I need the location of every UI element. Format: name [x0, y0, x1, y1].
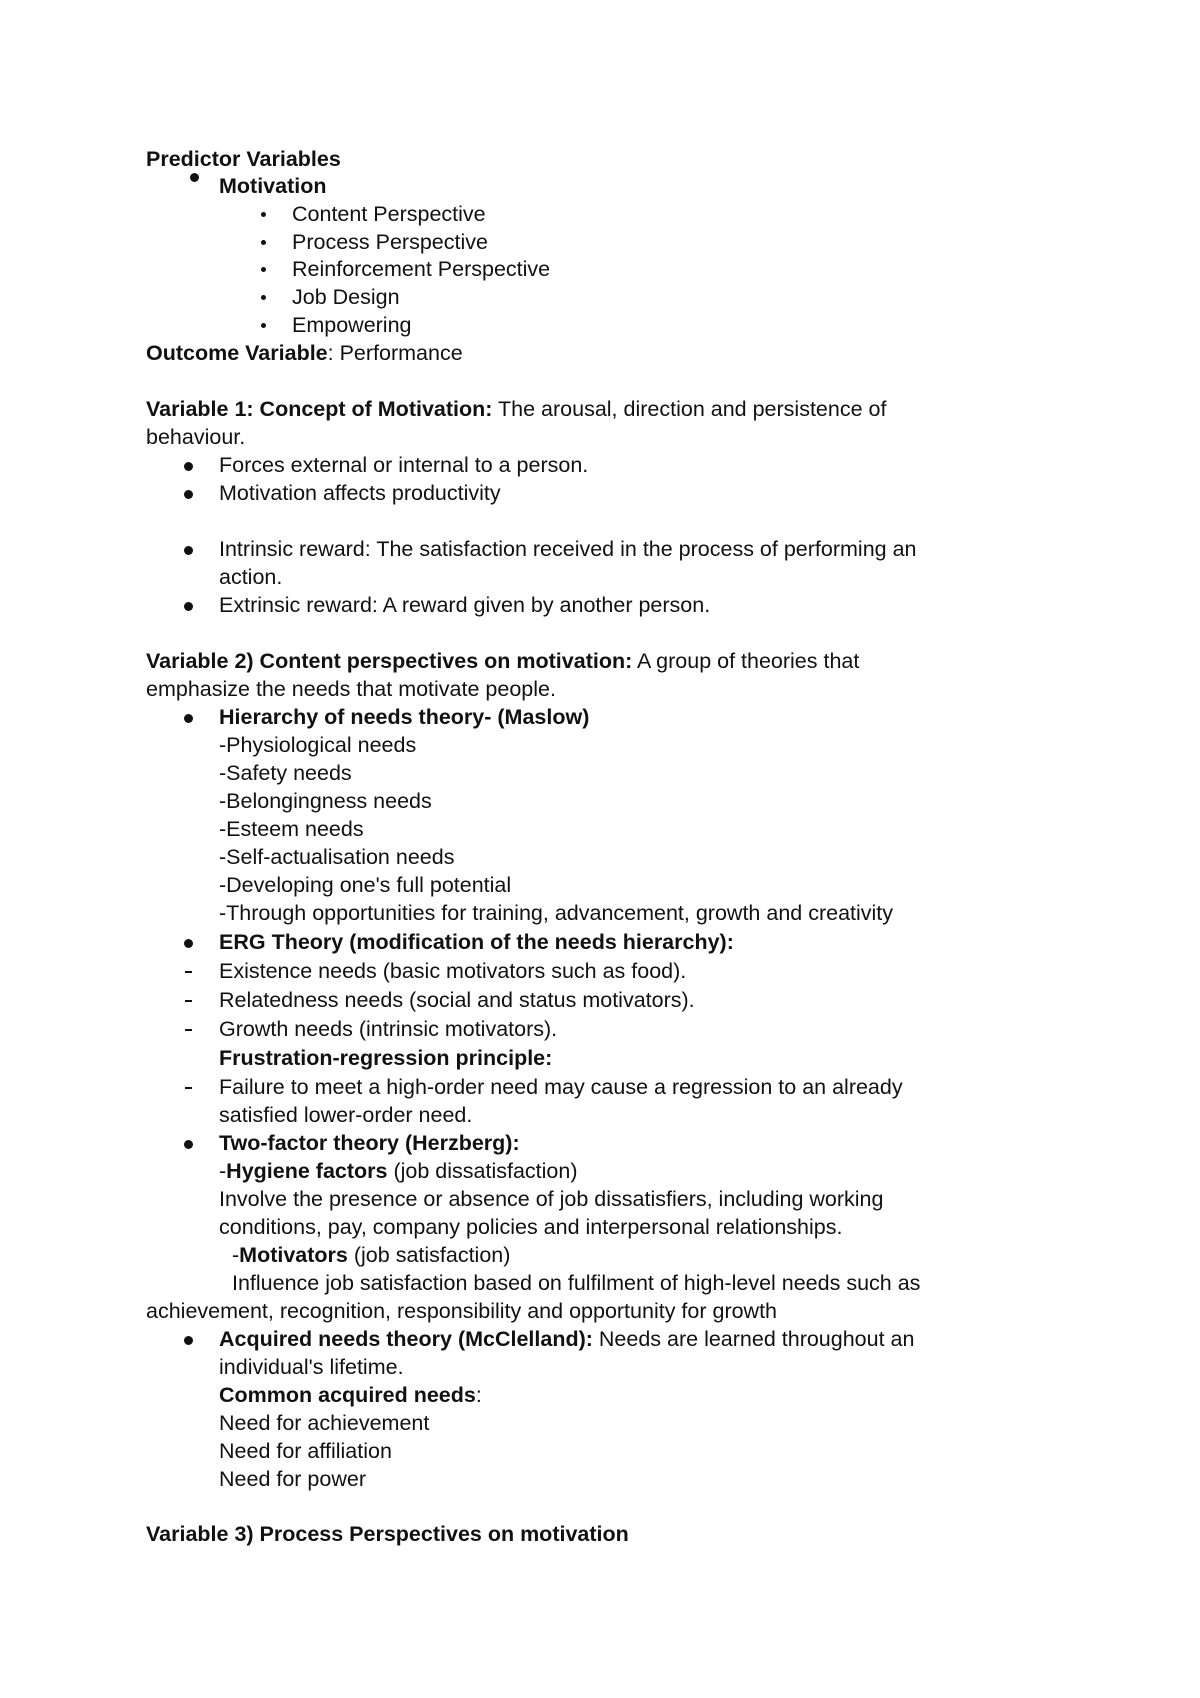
list-item: Growth needs (intrinsic motivators).: [219, 1017, 558, 1041]
motivators-label: Motivators: [239, 1243, 348, 1267]
bullet-dot: [184, 490, 193, 499]
outcome-label: Outcome Variable: [146, 341, 328, 365]
list-item: Content Perspective: [292, 202, 486, 226]
motivators-text: Influence job satisfaction based on fulfilment of high-level needs such as: [232, 1271, 921, 1295]
list-item: -Belongingness needs: [219, 789, 432, 813]
hygiene-label: Hygiene factors: [226, 1159, 388, 1183]
hygiene-note: (job dissatisfaction): [387, 1159, 578, 1183]
list-item: Extrinsic reward: A reward given by another person.: [219, 593, 711, 617]
var2-definition: A group of theories that: [632, 649, 860, 673]
bullet-dot: [184, 462, 193, 471]
predictor-heading: Predictor Variables: [146, 147, 341, 171]
mcclelland-text-cont: individual's lifetime.: [219, 1355, 404, 1379]
hygiene-text: Involve the presence or absence of job dissatisfiers, including working: [219, 1187, 884, 1211]
bullet-dot: [184, 602, 193, 611]
var1-label: Variable 1: Concept of Motivation:: [146, 397, 493, 421]
var2-line: [146, 647, 859, 675]
outcome-value: : Performance: [327, 341, 463, 365]
bullet-dot: [184, 714, 193, 723]
var2-definition-cont: emphasize the needs that motivate people.: [146, 677, 556, 701]
list-item: -Safety needs: [219, 761, 352, 785]
list-item-cont: satisfied lower-order need.: [219, 1103, 473, 1127]
list-item: Process Perspective: [292, 230, 488, 254]
erg-title: ERG Theory (modification of the needs hierarchy):: [219, 930, 734, 954]
var1-definition: The arousal, direction and persistence of: [492, 397, 887, 421]
sub-bullet: [261, 240, 266, 245]
list-item: Relatedness needs (social and status motivators).: [219, 988, 695, 1012]
bullet-dot: [190, 173, 199, 182]
list-item: Job Design: [292, 285, 400, 309]
motivators-dash: -: [232, 1243, 240, 1267]
list-item: Existence needs (basic motivators such as food).: [219, 959, 687, 983]
list-item: -Through opportunities for training, advancement, growth and creativity: [219, 901, 894, 925]
list-item: Intrinsic reward: The satisfaction received in the process of performing an: [219, 537, 917, 561]
bullet-dot: [184, 546, 193, 555]
list-item: Motivation affects productivity: [219, 481, 501, 505]
list-item: -Self-actualisation needs: [219, 845, 455, 869]
list-item: Forces external or internal to a person.: [219, 453, 589, 477]
mcclelland-title: Acquired needs theory (McClelland):: [219, 1327, 593, 1351]
mcclelland-text: Needs are learned throughout an: [592, 1327, 915, 1351]
bullet-dot: [184, 939, 193, 948]
bullet-dot: [184, 1336, 193, 1345]
list-item: Need for affiliation: [219, 1439, 392, 1463]
bullet-dot: [184, 1140, 193, 1149]
list-item-cont: action.: [219, 565, 283, 589]
motivators-line: [232, 1241, 510, 1269]
list-item: -Developing one's full potential: [219, 873, 512, 897]
common-needs-colon: :: [475, 1383, 482, 1407]
dash-marker: [185, 1087, 192, 1089]
hygiene-line: [219, 1157, 577, 1185]
sub-bullet: [261, 267, 266, 272]
dash-marker: [185, 1000, 192, 1002]
hygiene-text-cont: conditions, pay, company policies and interpersonal relationships.: [219, 1215, 843, 1239]
common-needs-line: [219, 1381, 482, 1409]
list-item: Need for achievement: [219, 1411, 430, 1435]
motivators-text-cont: achievement, recognition, responsibility and opportunity for growth: [146, 1299, 778, 1323]
var1-definition-cont: behaviour.: [146, 425, 246, 449]
sub-bullet: [261, 323, 266, 328]
motivation-heading: Motivation: [219, 174, 327, 198]
outcome-line: [146, 339, 463, 367]
list-item: -Physiological needs: [219, 733, 417, 757]
dash-marker: [185, 971, 192, 973]
herzberg-title: Two-factor theory (Herzberg):: [219, 1131, 520, 1155]
sub-bullet: [261, 295, 266, 300]
var3-heading: Variable 3) Process Perspectives on motivation: [146, 1522, 629, 1546]
var1-line: [146, 395, 886, 423]
list-item: Need for power: [219, 1467, 366, 1491]
motivators-note: (job satisfaction): [347, 1243, 511, 1267]
maslow-title: Hierarchy of needs theory- (Maslow): [219, 705, 590, 729]
list-item: Failure to meet a high-order need may cause a regression to an already: [219, 1075, 903, 1099]
list-item: -Esteem needs: [219, 817, 364, 841]
var2-label: Variable 2) Content perspectives on motivation:: [146, 649, 633, 673]
dash-marker: [185, 1029, 192, 1031]
mcclelland-line: [219, 1325, 914, 1353]
list-item: Empowering: [292, 313, 412, 337]
common-needs-label: Common acquired needs: [219, 1383, 476, 1407]
sub-bullet: [261, 212, 266, 217]
hygiene-dash: -: [219, 1159, 227, 1183]
list-item: Reinforcement Perspective: [292, 257, 551, 281]
frustration-title: Frustration-regression principle:: [219, 1046, 553, 1070]
